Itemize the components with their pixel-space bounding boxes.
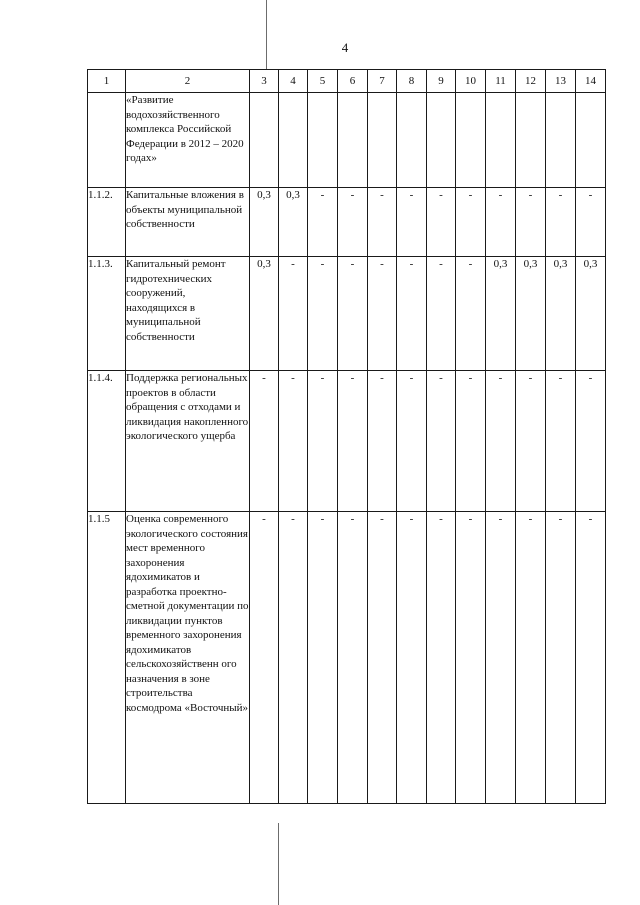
row-name: Оценка современного экологического состояния мест временного захоронения ядохимикатов и разработка проектно-сметной документации по ликвидации пунктов временного захоронения ядохимикатов сельскохозяйственн ого назначения в зоне строительства космодрома «Восточный» (126, 512, 250, 804)
value-cell: - (368, 188, 397, 257)
column-header: 8 (397, 70, 427, 93)
value-cell: - (368, 257, 397, 371)
page-number: 4 (341, 40, 349, 55)
value-cell: - (516, 512, 546, 804)
value-cell (427, 93, 456, 188)
value-cell: - (250, 512, 279, 804)
value-cell: - (308, 512, 338, 804)
value-cell: - (546, 371, 576, 512)
row-number: 1.1.3. (88, 257, 126, 371)
table-row (88, 93, 606, 188)
value-cell: - (427, 257, 456, 371)
value-cell: - (368, 512, 397, 804)
column-header: 2 (126, 70, 250, 93)
value-cell (397, 93, 427, 188)
row-name: Капитальные вложения в объекты муниципальной собственности (126, 188, 250, 257)
row-number: 1.1.4. (88, 371, 126, 512)
value-cell: - (456, 188, 486, 257)
column-header: 4 (279, 70, 308, 93)
row-name: Поддержка региональных проектов в области обращения с отходами и ликвидация накопленного экологического ущерба (126, 371, 250, 512)
column-header: 10 (456, 70, 486, 93)
value-cell: - (486, 512, 516, 804)
column-header: 12 (516, 70, 546, 93)
value-cell: - (486, 371, 516, 512)
value-cell: 0,3 (546, 257, 576, 371)
column-header: 6 (338, 70, 368, 93)
value-cell (308, 93, 338, 188)
value-cell: - (279, 371, 308, 512)
value-cell (279, 93, 308, 188)
row-name: Капитальный ремонт гидротехнических сооружений, находящихся в муниципальной собственности (126, 257, 250, 371)
column-header: 7 (368, 70, 397, 93)
table-row (88, 512, 606, 804)
column-header: 1 (88, 70, 126, 93)
value-cell: 0,3 (279, 188, 308, 257)
value-cell: - (397, 512, 427, 804)
column-header: 11 (486, 70, 516, 93)
value-cell: - (250, 371, 279, 512)
value-cell: - (397, 371, 427, 512)
row-number: 1.1.5 (88, 512, 126, 804)
column-header: 13 (546, 70, 576, 93)
value-cell: 0,3 (250, 188, 279, 257)
value-cell: 0,3 (250, 257, 279, 371)
value-cell: - (308, 257, 338, 371)
row-name: «Развитие водохозяйственного комплекса Российской Федерации в 2012 – 2020 годах» (126, 93, 250, 188)
value-cell: - (427, 512, 456, 804)
table-row (88, 371, 606, 512)
value-cell: - (456, 512, 486, 804)
table-row (88, 257, 606, 371)
row-number: 1.1.2. (88, 188, 126, 257)
value-cell: - (338, 257, 368, 371)
column-header: 14 (576, 70, 606, 93)
row-number (88, 93, 126, 188)
value-cell (338, 93, 368, 188)
scan-fold-line (278, 823, 279, 905)
value-cell (368, 93, 397, 188)
value-cell: - (338, 371, 368, 512)
value-cell: - (486, 188, 516, 257)
value-cell: - (546, 188, 576, 257)
value-cell: - (516, 371, 546, 512)
value-cell: - (338, 188, 368, 257)
column-header: 9 (427, 70, 456, 93)
value-cell: - (456, 371, 486, 512)
value-cell: - (308, 188, 338, 257)
value-cell: 0,3 (516, 257, 546, 371)
value-cell: - (279, 257, 308, 371)
header-row (88, 70, 606, 93)
value-cell: - (338, 512, 368, 804)
value-cell: - (279, 512, 308, 804)
value-cell: - (397, 257, 427, 371)
value-cell: - (368, 371, 397, 512)
value-cell (456, 93, 486, 188)
scan-fold-line (266, 0, 267, 70)
value-cell: - (308, 371, 338, 512)
value-cell: - (456, 257, 486, 371)
value-cell: - (427, 188, 456, 257)
value-cell (486, 93, 516, 188)
value-cell: - (576, 512, 606, 804)
value-cell: - (397, 188, 427, 257)
value-cell: - (576, 188, 606, 257)
value-cell (250, 93, 279, 188)
value-cell: 0,3 (486, 257, 516, 371)
value-cell: - (576, 371, 606, 512)
column-header: 3 (250, 70, 279, 93)
value-cell: - (546, 512, 576, 804)
value-cell: 0,3 (576, 257, 606, 371)
value-cell: - (427, 371, 456, 512)
value-cell: - (516, 188, 546, 257)
value-cell (546, 93, 576, 188)
value-cell (516, 93, 546, 188)
column-header: 5 (308, 70, 338, 93)
table-row (88, 188, 606, 257)
data-table (87, 69, 606, 804)
value-cell (576, 93, 606, 188)
